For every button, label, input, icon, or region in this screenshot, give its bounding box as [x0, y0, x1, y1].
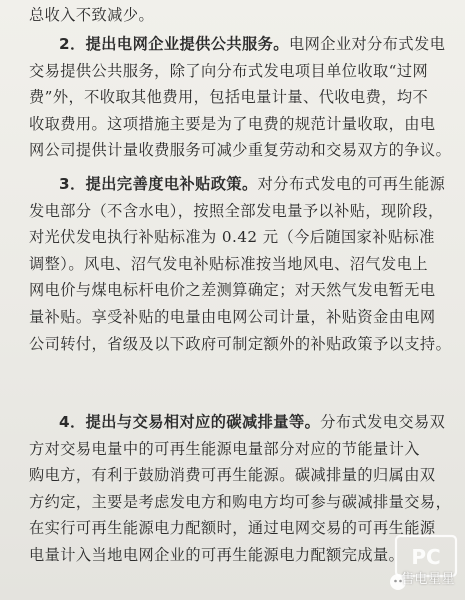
- section-3-heading: 3．提出完善度电补贴政策。: [59, 175, 258, 193]
- section-4-line-2: 购电方，有利于鼓励消费可再生能源。碳减排量的归属由双: [29, 466, 436, 485]
- section-3-line-3: 调整）。风电、沼气发电补贴标准按当地风电、沼气发电上: [29, 254, 428, 273]
- svg-text:PC: PC: [411, 545, 441, 569]
- section-4-line-0: 分布式发电交易双: [320, 413, 446, 431]
- watermark: [388, 530, 460, 594]
- section-4-first-line: [29, 409, 446, 436]
- section-3-line-6: 公司转付，省级及以下政府可制定额外的补贴政策予以支持。: [29, 334, 452, 353]
- section-2-line-1: 交易提供公共服务，除了向分布式发电项目单位收取“过网: [29, 61, 429, 80]
- section-4-line-5: 电量计入当地电网企业的可再生能源电力配额完成量。: [29, 545, 405, 564]
- top-line: [29, 2, 439, 29]
- section-2-line-2: 费”外，不收取其他费用，包括电量计量、代收电费，均不: [29, 88, 429, 107]
- section-2-first-line: [29, 31, 446, 58]
- watermark-label: 售电星星: [400, 572, 455, 587]
- section-3-line-4: 网电价与煤电标杆电价之差测算确定；对天然气发电暂无电: [29, 281, 436, 300]
- section-3-first-line: [29, 171, 446, 198]
- section-3-line-0: 对分布式发电的可再生能源: [257, 175, 446, 193]
- top-line-text: 总收入不致减少。: [29, 6, 155, 24]
- section-4-line-3: 方约定，主要是考虑发电方和购电方均可参与碳减排量交易，: [29, 492, 452, 511]
- section-2-line-0: 电网企业对分布式发电: [288, 35, 446, 53]
- section-4-paragraph: [29, 409, 452, 569]
- section-2-heading: 2．提出电网企业提供公共服务。: [59, 35, 289, 53]
- section-2-line-4: 网公司提供计量收费服务可减少重复劳动和交易双方的争议。: [29, 141, 452, 160]
- section-4-heading: 4．提出与交易相对应的碳减排量等。: [59, 413, 321, 431]
- section-3-line-5: 量补贴。享受补贴的电量由电网公司计量，补贴资金由电网: [29, 307, 436, 326]
- section-3-line-2: 对光伏发电执行补贴标准为 0.42 元（今后随国家补贴标准: [29, 228, 435, 247]
- section-4-line-1: 方对交易电量中的可再生能源电量部分对应的节能量计入: [29, 439, 420, 458]
- section-3-paragraph: [29, 171, 452, 357]
- section-2-paragraph: [29, 31, 452, 164]
- section-4-line-4: 在实行可再生能源电力配额时，通过电网交易的可再生能源: [29, 519, 436, 538]
- section-3-line-1: 发电部分（不含水电），按照全部发电量予以补贴，现阶段，: [29, 201, 444, 220]
- section-2-line-3: 收取费用。这项措施主要是为了电费的规范计量收取，由电: [29, 114, 436, 133]
